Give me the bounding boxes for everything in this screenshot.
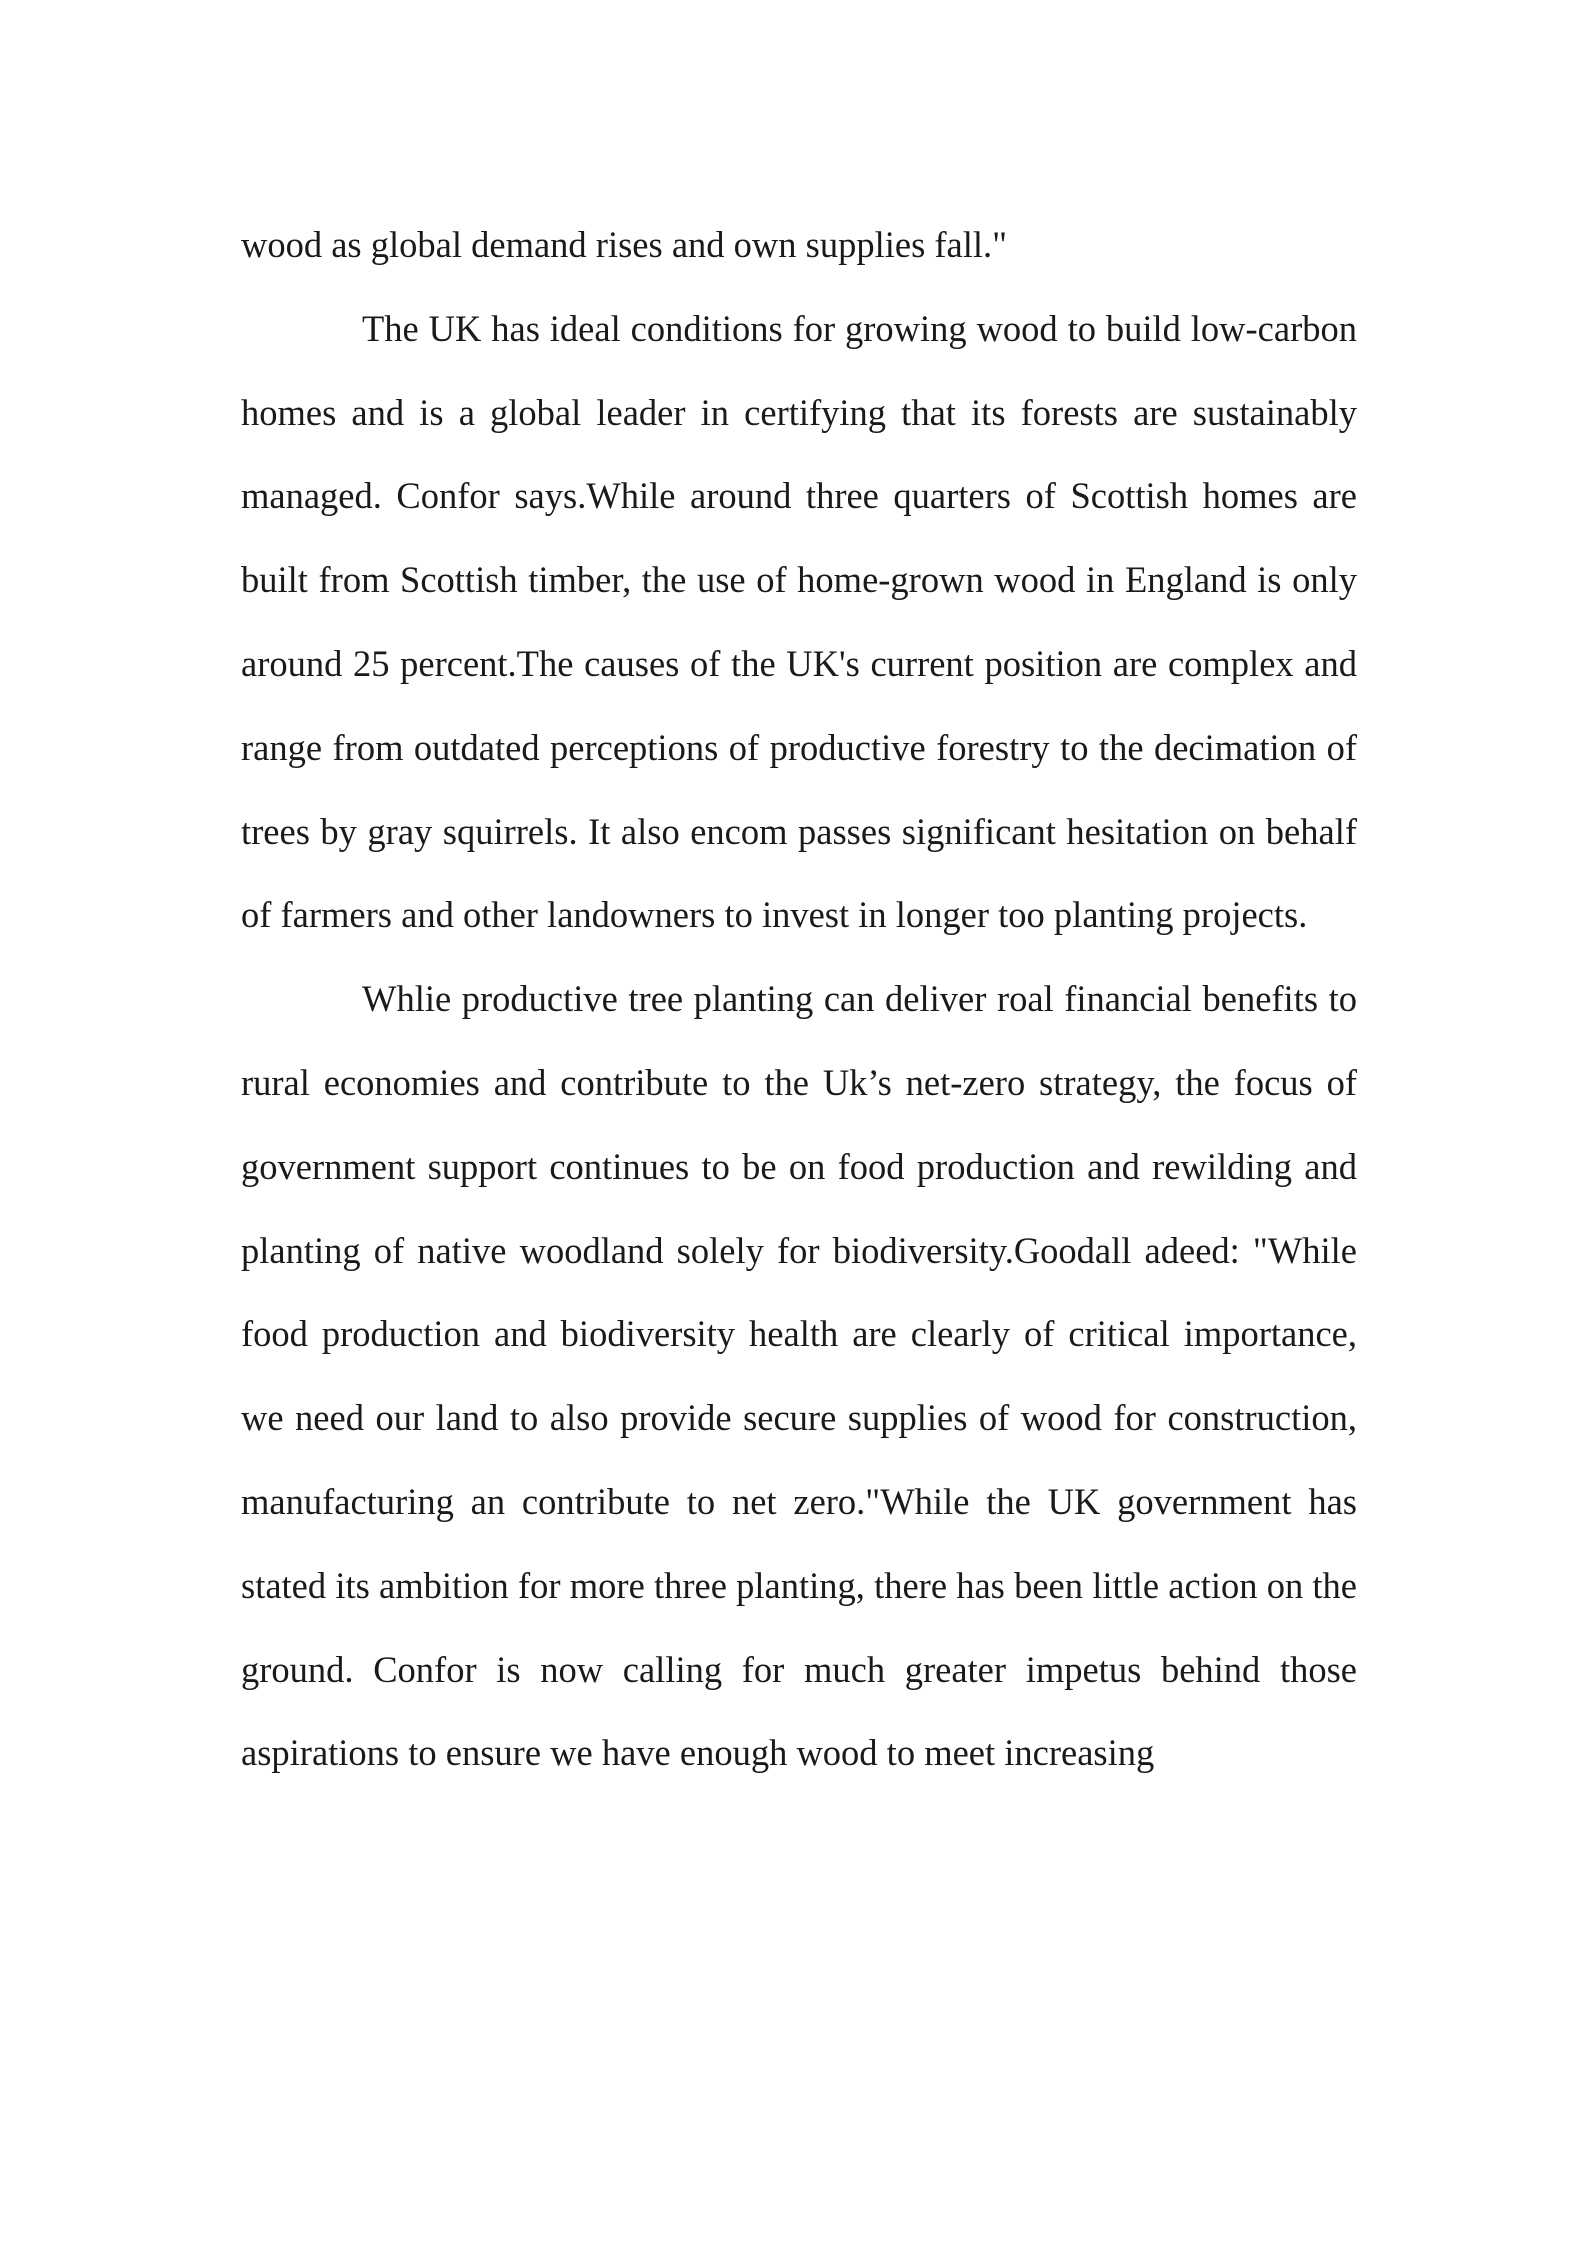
paragraph-uk-conditions: The UK has ideal conditions for growing wood to build low-carbon homes and is a global leader in certifying that its forests are sustainably managed. Confor says.While around three quarters of Scottish homes are built from Scottish timber, the use of home-grown wood in England is only around 25 percent.The causes of the UK's current position are complex and range from outdated perceptions of productive forestry to the decimation of trees by gray squirrels. It also encom passes significant hesitation on behalf of farmers and other landowners to invest in longer too planting projects. bbox=[241, 307, 1357, 936]
body-text bbox=[241, 203, 1357, 1795]
paragraph-continuation: wood as global demand rises and own supplies fall." bbox=[241, 224, 1008, 265]
paragraph-tree-planting: Whlie productive tree planting can deliver roal financial benefits to rural economies and contribute to the Uk’s net-zero strategy, the focus of government support continues to be on food production and rewilding and planting of native woodland solely for biodiversity.Goodall adeed: "While food production and biodiversity health are clearly of critical importance, we need our land to also provide secure supplies of wood for construction, manufacturing an contribute to net zero."While the UK government has stated its ambition for more three planting, there has been little action on the ground. Confor is now calling for much greater impetus behind those aspirations to ensure we have enough wood to meet increasing bbox=[241, 978, 1357, 1774]
